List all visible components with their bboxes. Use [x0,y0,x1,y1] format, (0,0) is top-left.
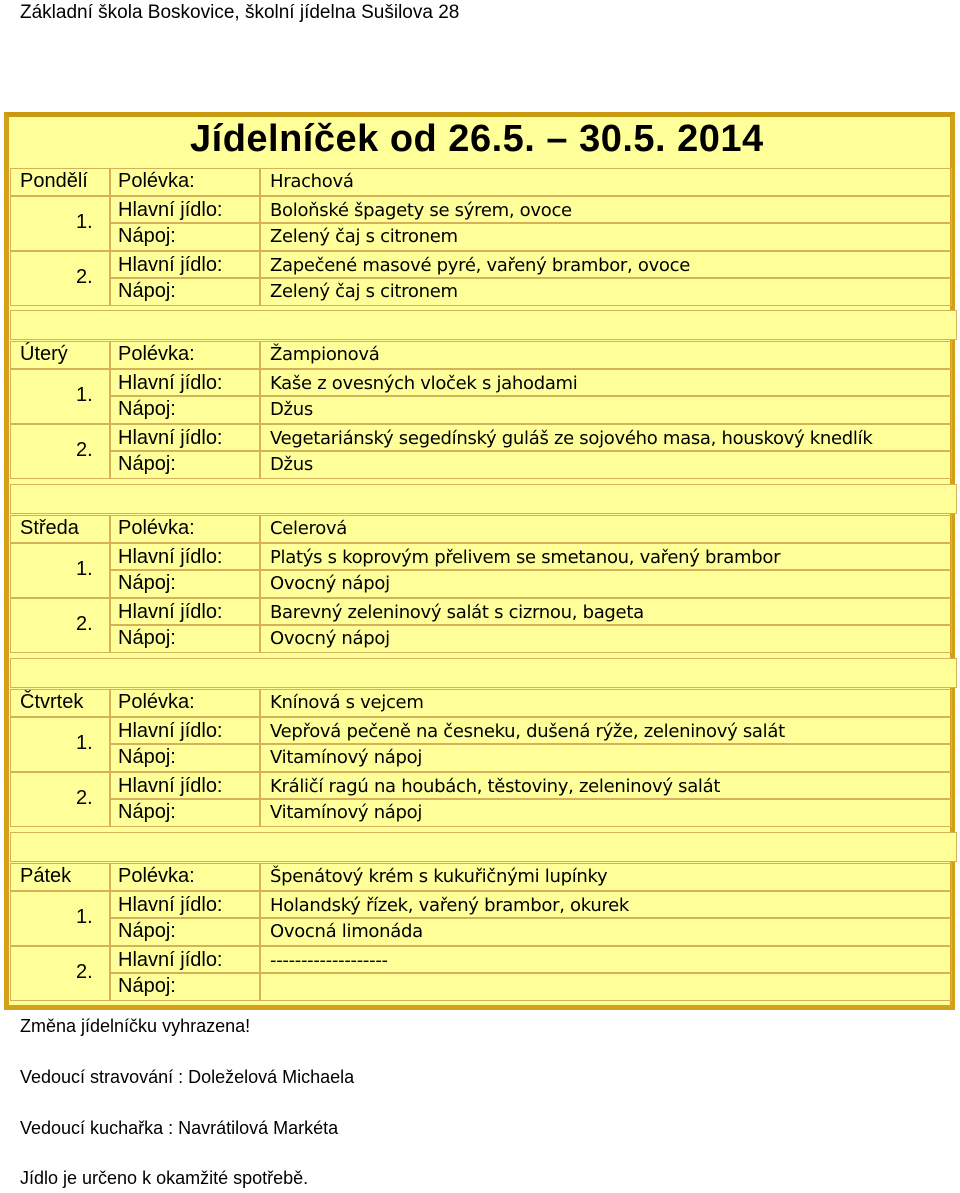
option-number-cell [10,251,110,306]
main-value: Kaše z ovesných vloček s jahodami [270,372,578,394]
main-value: Vegetariánský segedínský guláš ze sojového masa, houskový knedlík [270,427,873,449]
drink-label: Nápoj: [118,626,176,649]
day-separator [10,832,957,862]
drink-label: Nápoj: [118,571,176,594]
drink-value-cell [260,396,952,424]
option-number-cell [10,717,110,772]
option-number: 2. [76,438,93,461]
soup-value: Žampionová [270,344,380,365]
option-number: 1. [76,557,93,580]
soup-label: Polévka: [118,343,195,365]
soup-label: Polévka: [118,170,195,192]
drink-label: Nápoj: [118,224,176,247]
main-label: Hlavní jídlo: [118,893,223,916]
option-number-cell [10,772,110,827]
day-separator [10,310,957,340]
main-value: Platýs s koprovým přelivem se smetanou, vařený brambor [270,546,781,568]
option-number-cell [10,891,110,946]
main-value: ------------------- [270,949,388,971]
drink-value: Zelený čaj s citronem [270,225,458,247]
main-value: Vepřová pečeně na česneku, dušená rýže, zeleninový salát [270,720,785,742]
drink-label: Nápoj: [118,397,176,420]
change-note: Změna jídelníčku vyhrazena! [20,1016,251,1036]
soup-value: Špenátový krém s kukuřičnými lupínky [270,866,608,887]
soup-value: Hrachová [270,171,354,192]
option-number: 2. [76,960,93,983]
main-value: Holandský řízek, vařený brambor, okurek [270,894,630,916]
day-name: Úterý [20,343,68,365]
main-label: Hlavní jídlo: [118,600,223,623]
school-header: Základní škola Boskovice, školní jídelna Sušilova 28 [20,2,460,23]
day-separator [10,484,957,514]
drink-label: Nápoj: [118,452,176,475]
main-label: Hlavní jídlo: [118,719,223,742]
drink-value: Zelený čaj s citronem [270,280,458,302]
main-label: Hlavní jídlo: [118,371,223,394]
cook-line: Vedoucí kuchařka : Navrátilová Markéta [20,1118,339,1138]
main-label: Hlavní jídlo: [118,253,223,276]
day-name: Pondělí [20,170,88,192]
option-number-cell [10,598,110,653]
drink-value: Ovocná limonáda [270,920,423,942]
drink-label: Nápoj: [118,919,176,942]
main-label: Hlavní jídlo: [118,774,223,797]
main-value: Zapečené masové pyré, vařený brambor, ovoce [270,254,691,276]
option-number-cell [10,946,110,1001]
soup-value: Celerová [270,518,348,539]
drink-value: Džus [270,453,313,475]
option-number: 1. [76,731,93,754]
drink-value: Vitamínový nápoj [270,746,423,768]
option-number: 1. [76,905,93,928]
drink-label: Nápoj: [118,745,176,768]
drink-value: Džus [270,398,313,420]
option-number-cell [10,543,110,598]
drink-value: Ovocný nápoj [270,627,390,649]
drink-value: Ovocný nápoj [270,572,390,594]
option-number: 1. [76,383,93,406]
soup-label: Polévka: [118,865,195,887]
soup-value-cell [260,168,952,196]
drink-label: Nápoj: [118,974,176,997]
option-number: 1. [76,210,93,233]
option-number-cell [10,424,110,479]
day-name: Čtvrtek [20,691,84,713]
consume-note: Jídlo je určeno k okamžité spotřebě. [20,1168,309,1188]
drink-label: Nápoj: [118,279,176,302]
main-value: Barevný zeleninový salát s cizrnou, bageta [270,601,644,623]
main-label: Hlavní jídlo: [118,948,223,971]
main-value: Králičí ragú na houbách, těstoviny, zeleninový salát [270,775,721,797]
soup-value: Knínová s vejcem [270,692,424,713]
soup-label: Polévka: [118,517,195,539]
menu-title: Jídelníček od 26.5. – 30.5. 2014 [190,118,764,160]
drink-value-cell [260,973,952,1001]
main-label: Hlavní jídlo: [118,426,223,449]
option-number-cell [10,196,110,251]
option-number-cell [10,369,110,424]
option-number: 2. [76,786,93,809]
soup-label: Polévka: [118,691,195,713]
drink-label: Nápoj: [118,800,176,823]
option-number: 2. [76,612,93,635]
day-name: Pátek [20,865,72,887]
drink-value: Vitamínový nápoj [270,801,423,823]
day-name: Středa [20,517,79,539]
option-number: 2. [76,265,93,288]
main-label: Hlavní jídlo: [118,198,223,221]
day-separator [10,658,957,688]
main-value: Boloňské špagety se sýrem, ovoce [270,199,572,221]
manager-line: Vedoucí stravování : Doleželová Michaela [20,1067,355,1087]
drink-value-cell [260,451,952,479]
main-label: Hlavní jídlo: [118,545,223,568]
soup-value-cell [260,515,952,543]
